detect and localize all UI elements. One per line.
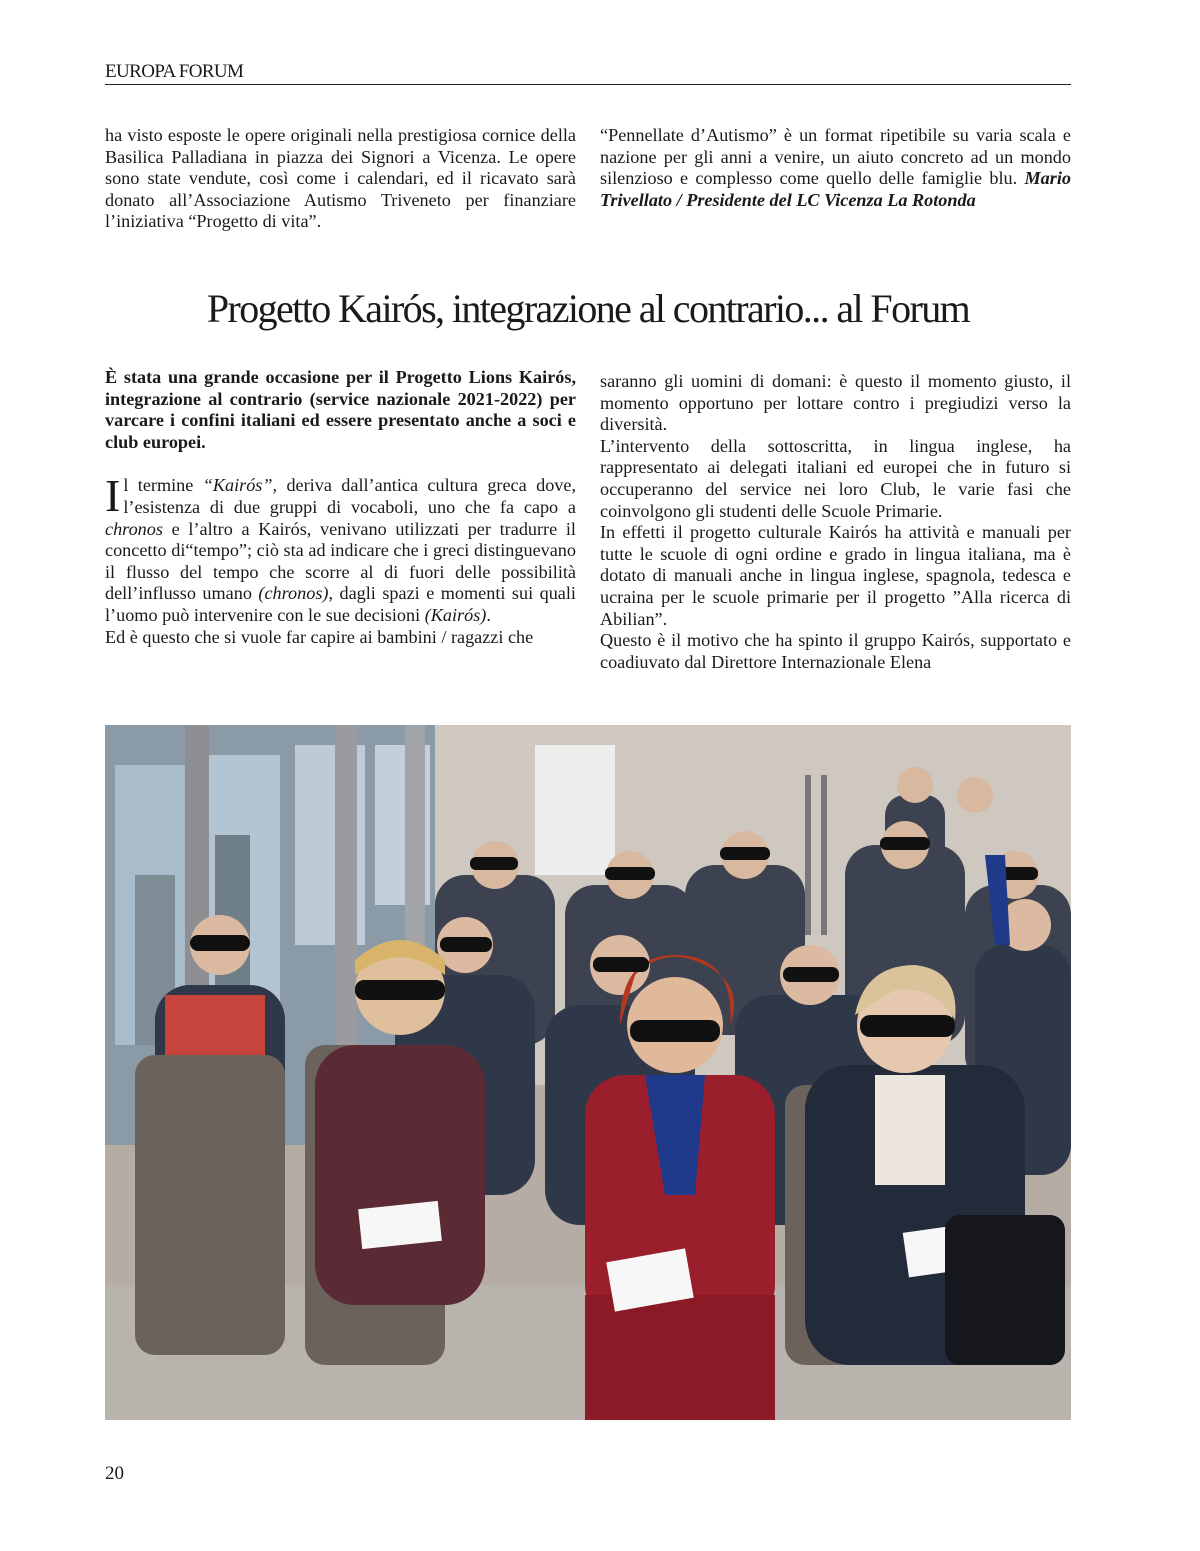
running-header [105, 60, 1071, 85]
top-left-paragraph: ha visto esposte le opere originali nella prestigiosa cornice della Basilica Palladiana in piazza dei Signori a Vicenza. Le opere sono state vendute, così come i calendari, ed il ricavato sarà donato all’Associazione Autismo Triveneto per finanziare l’iniziativa “Progetto di vita”. [105, 125, 576, 232]
top-right-text: “Pennellate d’Autismo” è un format ripetibile su varia scala e nazione per gli anni a venire, un aiuto concreto ad un mondo silenzioso e complesso come quello delle famiglie blu. [600, 125, 1071, 189]
article-lead: È stata una grande occasione per il Progetto Lions Kairós, integrazione al contrario (service nazionale 2021-2022) per varcare i confini italiani ed essere presentato anche a soci e club europei. [105, 367, 576, 452]
article-paragraph-1: Il termine “Kairós”, deriva dall’antica cultura greca dove, l’esistenza di due gruppi di vocaboli, uno che fa capo a chronos e l’altro a Kairós, venivano utilizzati per tradurre il concetto di“tempo”; ciò sta ad indicare che i greci distinguevano il flusso del tempo che scorre al di fuori delle possibilità dell’influsso umano (chronos), dagli spazi e momenti sui quali l’uomo può intervenire con le sue decisioni (Kairós). [105, 470, 576, 625]
article-paragraph-4: L’intervento della sottoscritta, in lingua inglese, ha rappresentato ai delegati italiani ed europei che in futuro si occuperanno del service nei loro Club, le varie fasi che coinvolgono gli studenti delle Scuole Primarie. [600, 435, 1071, 521]
drop-cap: I [105, 470, 121, 522]
conference-photo [105, 725, 1071, 1420]
article-title: Progetto Kairós, integrazione al contrario... al Forum [206, 286, 970, 331]
author-signature: Mario Trivellato / Presidente del LC Vicenza La Rotonda [600, 168, 1071, 210]
top-left-column [105, 125, 576, 233]
article-paragraph-6: Questo è il motivo che ha spinto il gruppo Kairós, supportato e coadiuvato dal Direttore Internazionale Elena [600, 630, 1071, 672]
top-right-paragraph [600, 125, 1071, 211]
article-paragraph-3: saranno gli uomini di domani: è questo il momento giusto, il momento opportuno per lottare contro i pregiudizi verso la diversità. [600, 371, 1071, 435]
header-title: EUROPA FORUM [105, 61, 244, 82]
article-paragraph-2: Ed è questo che si vuole far capire ai bambini / ragazzi che [105, 626, 534, 647]
article-paragraph-5: In effetti il progetto culturale Kairós ha attività e manuali per tutte le scuole di ogni ordine e grado in lingua italiana, ma è dotato di manuali anche in lingua inglese, spagnola, tedesca e ucraina per le scuole primarie per il progetto ”Alla ricerca di Abilian”. [600, 522, 1071, 629]
article-left-column [105, 367, 576, 648]
article-right-column [600, 371, 1071, 673]
top-right-column [600, 125, 1071, 211]
page-number: 20 [105, 1463, 124, 1484]
conference-photo-illustration [105, 725, 1071, 1420]
